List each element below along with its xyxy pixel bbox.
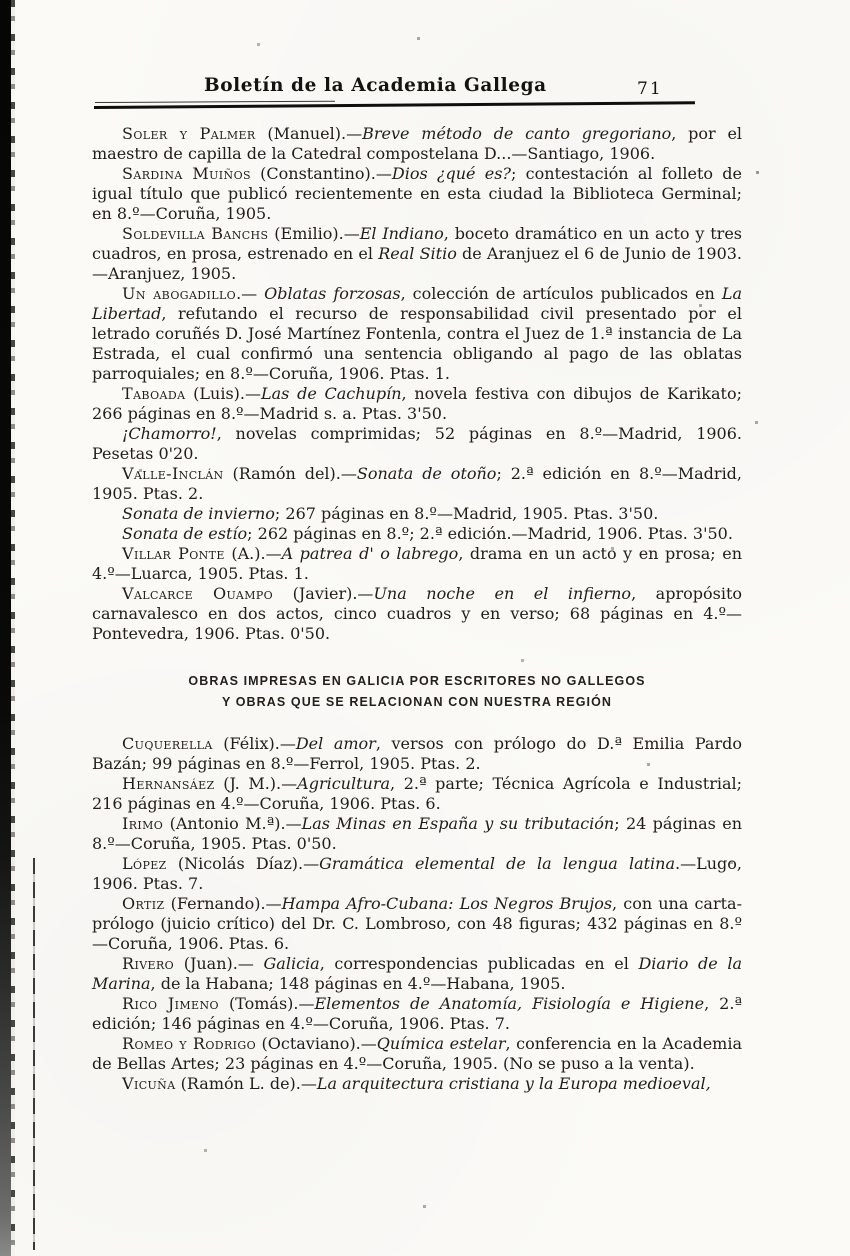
work-title: Gramática elemental de la lengua latina bbox=[319, 854, 676, 873]
entry-text: (Nicolás Díaz).— bbox=[166, 854, 320, 873]
work-title: Una noche en el infierno bbox=[373, 584, 632, 603]
entry-text: , apropósito carnavalesco en dos actos, cinco cuadros y en verso; 68 páginas en 4.º—Pontevedra, 1906. Ptas. 0'50. bbox=[92, 584, 743, 643]
bibliography-entry bbox=[92, 464, 742, 504]
journal-title: Boletín de la Academia Gallega bbox=[204, 75, 547, 96]
work-title: A patrea d' o labrego bbox=[281, 544, 459, 563]
author-name: Valcarce Ouampo bbox=[122, 584, 274, 603]
entry-text: (Octaviano).— bbox=[256, 1034, 377, 1053]
entry-text: (J. M.).— bbox=[214, 774, 298, 793]
bibliography-entry bbox=[92, 524, 742, 544]
entry-text: , correspondencias publicadas en el bbox=[319, 954, 639, 973]
work-title: Las de Cachupín bbox=[260, 384, 402, 403]
author-name: Soler y Palmer bbox=[122, 124, 256, 143]
bibliography-entry bbox=[92, 774, 742, 814]
work-title: Elementos de Anatomía, Fisiología e Higiene bbox=[314, 994, 705, 1013]
work-title: ¡Chamorro! bbox=[122, 424, 217, 443]
author-name: Villar Ponte bbox=[122, 544, 225, 563]
work-title: Agricultura bbox=[297, 774, 391, 793]
bibliography-entry bbox=[92, 284, 742, 384]
entry-text: , conferencia en la Academia de Bellas Artes; 23 páginas en 4.º—Coruña, 1905. (No se puso a la venta). bbox=[92, 1034, 742, 1073]
author-name: Cuquerella bbox=[122, 734, 213, 753]
entry-text: , por el maestro de capilla de la Catedral compostelana D...—Santiago, 1906. bbox=[92, 124, 743, 163]
entry-text: , novelas comprimidas; 52 páginas en 8.º—Madrid, 1906. Pesetas 0'20. bbox=[92, 424, 742, 463]
work-title: El Indiano bbox=[359, 224, 444, 243]
author-name: Rivero bbox=[122, 954, 175, 973]
entry-text: ; 2.ª edición en 8.º—Madrid, 1905. Ptas. 2. bbox=[92, 464, 743, 503]
bibliography-entry bbox=[92, 544, 742, 584]
bibliography-entry bbox=[92, 504, 742, 524]
work-title: Breve método de canto gregoriano bbox=[362, 124, 672, 143]
bibliography-entry bbox=[92, 1074, 742, 1094]
entry-text: .— bbox=[236, 284, 265, 303]
bibliography-entry bbox=[92, 814, 742, 854]
entry-text: (Ramón L. de).— bbox=[175, 1074, 317, 1093]
scan-specks bbox=[0, 0, 1, 1]
author-name: López bbox=[122, 854, 167, 873]
author-name: Hernansáez bbox=[122, 774, 215, 793]
work-title: Sonata de invierno bbox=[122, 504, 275, 523]
entry-text: , 2.ª edición; 146 páginas en 4.º—Coruña, 1906. Ptas. 7. bbox=[92, 994, 743, 1033]
bibliography-entry bbox=[92, 224, 742, 284]
scan-binding-edge-rough bbox=[11, 0, 15, 1256]
author-name: Taboada bbox=[122, 384, 186, 403]
work-title: Química estelar bbox=[376, 1034, 506, 1053]
bibliography-content bbox=[92, 124, 742, 1094]
work-title: Galicia bbox=[263, 954, 320, 973]
entry-text: , boceto dramático en un acto y tres cuadros, en prosa, estrenado en el bbox=[92, 224, 742, 263]
entry-text: de Aranjuez el 6 de Junio de 1903.—Aranjuez, 1905. bbox=[92, 244, 743, 283]
author-name: Rico Jimeno bbox=[122, 994, 219, 1013]
bibliography-entry bbox=[92, 424, 742, 464]
page-number: 71 bbox=[637, 79, 663, 99]
work-title: Sonata de otoño bbox=[356, 464, 497, 483]
page-fold-line bbox=[33, 858, 35, 1250]
entry-text: , versos con prólogo do D.ª Emilia Pardo Bazán; 99 páginas en 8.º—Ferrol, 1905. Ptas. 2. bbox=[92, 734, 742, 773]
author-name: Vicuña bbox=[122, 1074, 176, 1093]
author-name: Soldevilla Banchs bbox=[122, 224, 269, 243]
work-title: Hampa Afro-Cubana: Los Negros Brujos bbox=[281, 894, 613, 913]
work-title: Diario de la Marina bbox=[92, 954, 743, 993]
bibliography-entry bbox=[92, 994, 742, 1034]
author-name: Valle-Inclán bbox=[122, 464, 224, 483]
bibliography-entry bbox=[92, 894, 742, 954]
entry-text: (Emilio).— bbox=[268, 224, 360, 243]
bibliography-section-1 bbox=[92, 124, 742, 644]
bibliography-entry bbox=[92, 584, 742, 644]
work-title: La arquitectura cristiana y la Europa medioeval, bbox=[316, 1074, 711, 1093]
bibliography-entry bbox=[92, 734, 742, 774]
entry-text: , de la Habana; 148 páginas en 4.º—Habana, 1905. bbox=[150, 974, 566, 993]
entry-text: (Antonio M.ª).— bbox=[163, 814, 302, 833]
entry-text: , refutando el recurso de responsabilidad civil presentado por el letrado coruñés D. José Martínez Fontenla, contra el Juez de 1.ª instancia de La Estrada, el cual confirmó una sentencia obligando al pago de las oblatas parroquiales; en 8.º—Coruña, 1906. Ptas. 1. bbox=[92, 304, 742, 383]
entry-text: (Constantino).— bbox=[250, 164, 392, 183]
bibliography-entry bbox=[92, 1034, 742, 1074]
entry-text: , novela festiva con dibujos de Karikato; 266 páginas en 8.º—Madrid s. a. Ptas. 3'50. bbox=[92, 384, 742, 423]
header-rule-thin bbox=[95, 101, 335, 103]
section-heading-line-1: OBRAS IMPRESAS EN GALICIA POR ESCRITORES NO GALLEGOS bbox=[188, 674, 646, 688]
bibliography-section-2 bbox=[92, 734, 742, 1094]
work-title: Las Minas en España y su tributación bbox=[301, 814, 615, 833]
bibliography-entry bbox=[92, 854, 742, 894]
work-title: Real Sitio bbox=[378, 244, 457, 263]
scan-binding-edge bbox=[0, 0, 11, 1256]
entry-text: ; 262 páginas en 8.º; 2.ª edición.—Madrid, 1906. Ptas. 3'50. bbox=[247, 524, 733, 543]
entry-text: (A.).— bbox=[224, 544, 282, 563]
bibliography-entry bbox=[92, 164, 742, 224]
author-name: Romeo y Rodrigo bbox=[122, 1034, 256, 1053]
work-title: Dios ¿qué es? bbox=[391, 164, 511, 183]
work-title: La Libertad bbox=[92, 284, 742, 323]
entry-text: , colección de artículos publicados en bbox=[400, 284, 722, 303]
entry-text: (Luis).— bbox=[185, 384, 261, 403]
author-name: Un abogadillo bbox=[122, 284, 237, 303]
bibliography-entry bbox=[92, 384, 742, 424]
entry-text: (Fernando).— bbox=[164, 894, 282, 913]
entry-text: (Tomás).— bbox=[218, 994, 315, 1013]
entry-text: ; 24 páginas en 8.º—Coruña, 1905. Ptas. 0'50. bbox=[92, 814, 743, 853]
entry-text: .—Lugo, 1906. Ptas. 7. bbox=[92, 854, 742, 893]
section-heading-line-2: Y OBRAS QUE SE RELACIONAN CON NUESTRA REGIÓN bbox=[221, 695, 613, 709]
author-name: Ortiz bbox=[122, 894, 165, 913]
bibliography-entry bbox=[92, 124, 742, 164]
section-heading bbox=[92, 671, 742, 713]
entry-text: , drama en un acto y en prosa; en 4.º—Luarca, 1905. Ptas. 1. bbox=[92, 544, 742, 583]
entry-text: (Javier).— bbox=[273, 584, 374, 603]
entry-text: , con una carta-prólogo (juicio crítico) del Dr. C. Lombroso, con 48 figuras; 432 páginas en 8.º—Coruña, 1906. Ptas. 6. bbox=[92, 894, 742, 953]
author-name: Irimo bbox=[122, 814, 164, 833]
entry-text: ; contestación al folleto de igual título que publicó recientemente en esta ciudad la Biblioteca Germinal; en 8.º—Coruña, 1905. bbox=[92, 164, 742, 223]
entry-text: , 2.ª parte; Técnica Agrícola e Industrial; 216 páginas en 4.º—Coruña, 1906. Ptas. 6. bbox=[92, 774, 743, 813]
work-title: Sonata de estío bbox=[122, 524, 248, 543]
entry-text: (Ramón del).— bbox=[223, 464, 357, 483]
work-title: Del amor bbox=[295, 734, 376, 753]
work-title: Oblatas forzosas bbox=[264, 284, 401, 303]
entry-text: (Félix).— bbox=[212, 734, 296, 753]
entry-text: ; 267 páginas en 8.º—Madrid, 1905. Ptas. 3'50. bbox=[274, 504, 659, 523]
entry-text: (Manuel).— bbox=[255, 124, 363, 143]
author-name: Sardina Muiños bbox=[122, 164, 251, 183]
entry-text: (Juan).— bbox=[174, 954, 264, 973]
bibliography-entry bbox=[92, 954, 742, 994]
